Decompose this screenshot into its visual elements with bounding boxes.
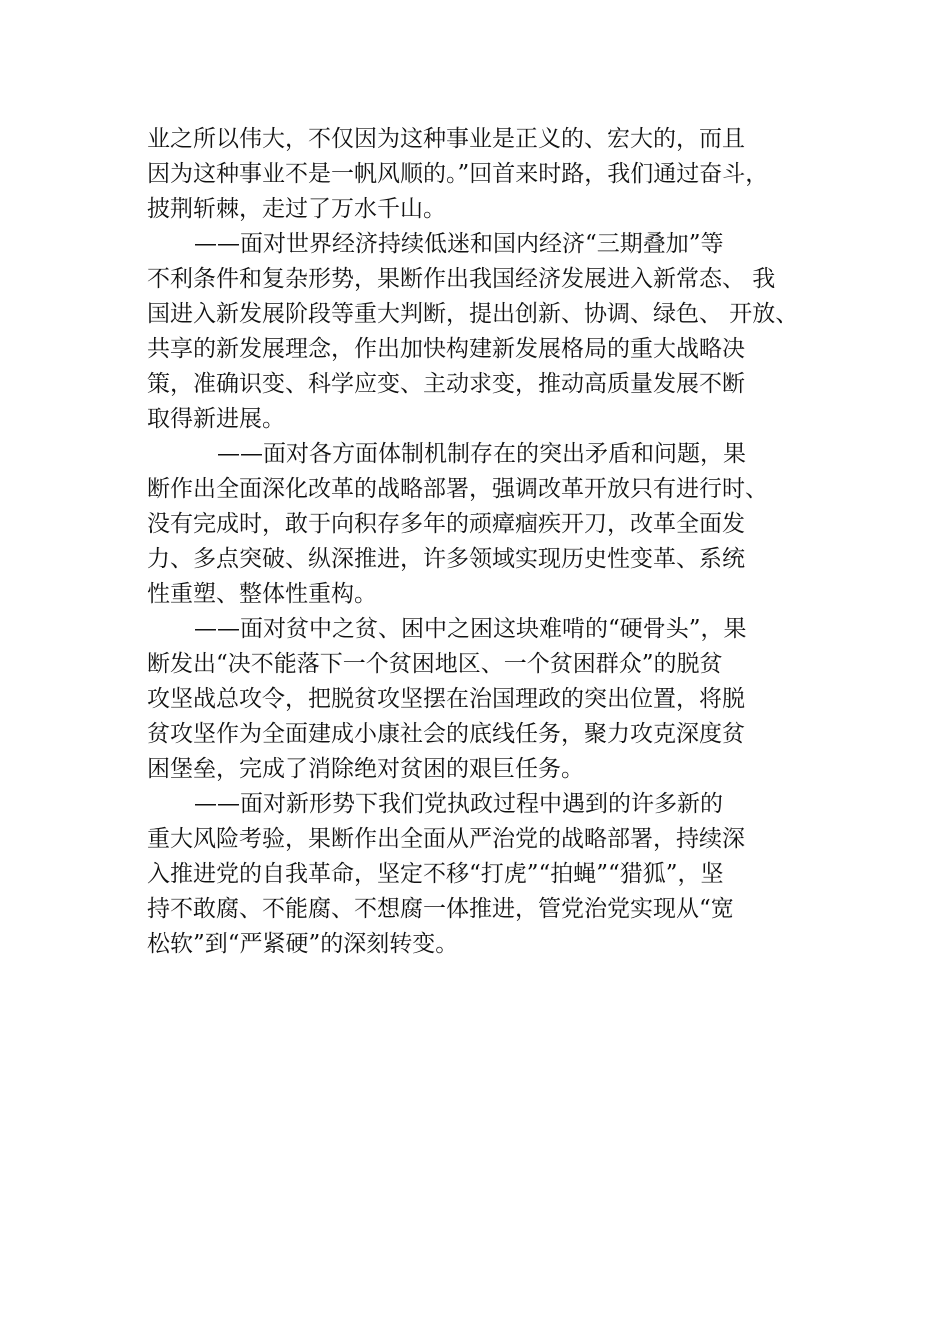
text-line: 断作出全面深化改革的战略部署，强调改革开放只有进行时、 <box>147 476 768 502</box>
paragraph-party <box>147 787 837 962</box>
text-line: 贫攻坚作为全面建成小康社会的底线任务，聚力攻克深度贫 <box>147 721 745 747</box>
text-line: 重大风险考验，果断作出全面从严治党的战略部署，持续深 <box>147 826 745 852</box>
text-line: 不利条件和复杂形势，果断作出我国经济发展进入新常态、 我 <box>147 266 776 292</box>
paragraph-poverty <box>147 612 837 787</box>
text-line: ——面对世界经济持续低迷和国内经济“三期叠加”等 <box>194 231 724 257</box>
document-body <box>147 122 837 962</box>
paragraph-intro <box>147 122 837 227</box>
paragraph-economy <box>147 227 837 437</box>
text-line: 策，准确识变、科学应变、主动求变，推动高质量发展不断 <box>147 371 745 397</box>
text-line: 力、多点突破、纵深推进，许多领域实现历史性变革、系统 <box>147 546 745 572</box>
text-line: 断发出“决不能落下一个贫困地区、一个贫困群众”的脱贫 <box>147 651 723 677</box>
text-line: ——面对新形势下我们党执政过程中遇到的许多新的 <box>194 791 723 817</box>
text-line: 入推进党的自我革命，坚定不移“打虎”“拍蝇”“猎狐”，坚 <box>147 861 724 887</box>
text-line: 松软”到“严紧硬”的深刻转变。 <box>147 931 459 957</box>
text-line: 因为这种事业不是一帆风顺的。”回首来时路，我们通过奋斗， <box>147 161 769 187</box>
text-line: 取得新进展。 <box>147 406 285 432</box>
text-line: 困堡垒，完成了消除绝对贫困的艰巨任务。 <box>147 756 584 782</box>
text-line: 共享的新发展理念，作出加快构建新发展格局的重大战略决 <box>147 336 745 362</box>
text-line: ——面对贫中之贫、困中之困这块难啃的“硬骨头”，果 <box>194 616 747 642</box>
paragraph-reform <box>147 437 837 612</box>
text-line: 性重塑、整体性重构。 <box>147 581 377 607</box>
text-line: 没有完成时，敢于向积存多年的顽瘴痼疾开刀，改革全面发 <box>147 511 745 537</box>
text-line: 国进入新发展阶段等重大判断，提出创新、协调、绿色、 开放、 <box>147 301 799 327</box>
text-line: 披荆斩棘，走过了万水千山。 <box>147 196 446 222</box>
text-line: ——面对各方面体制机制存在的突出矛盾和问题，果 <box>217 441 746 467</box>
text-line: 持不敢腐、不能腐、不想腐一体推进，管党治党实现从“宽 <box>147 896 734 922</box>
text-line: 业之所以伟大，不仅因为这种事业是正义的、宏大的，而且 <box>147 126 745 152</box>
text-line: 攻坚战总攻令，把脱贫攻坚摆在治国理政的突出位置，将脱 <box>147 686 745 712</box>
